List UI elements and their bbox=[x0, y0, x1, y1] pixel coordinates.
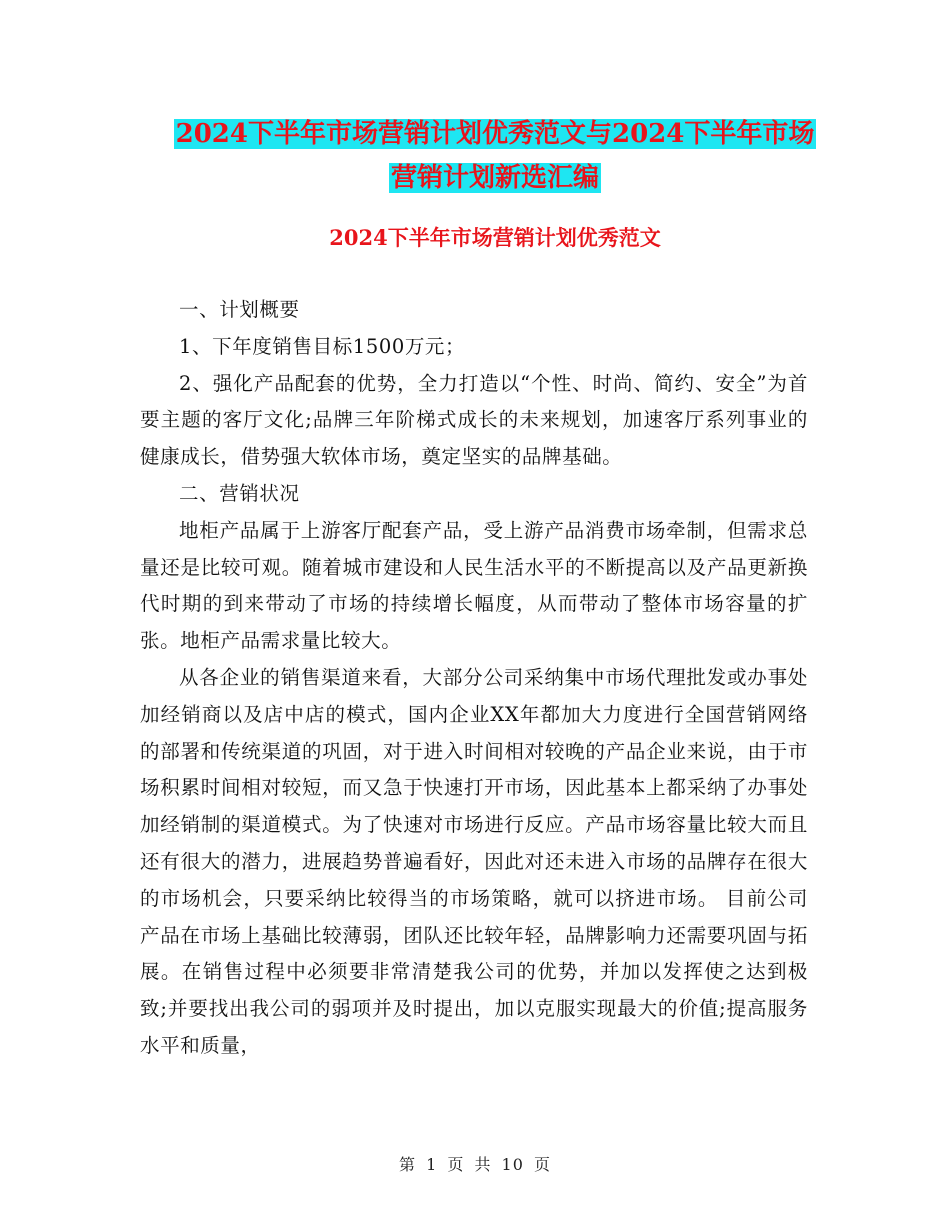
document-title bbox=[140, 112, 850, 200]
paragraph-sales-channels: 从各企业的销售渠道来看，大部分公司采纳集中市场代理批发或办事处加经销商以及店中店的模式，国内企业XX年都加大力度进行全国营销网络的部署和传统渠道的巩固，对于进入时间相对较晚的产品企业来说，由于市场积累时间相对较短，而又急于快速打开市场，因此基本上都采纳了办事处加经销制的渠道模式。为了快速对市场进行反应。产品市场容量比较大而且还有很大的潜力，进展趋势普遍看好，因此对还未进入市场的品牌存在很大的市场机会，只要采纳比较得当的市场策略，就可以挤进市场。 目前公司产品在市场上基础比较薄弱，团队还比较年轻，品牌影响力还需要巩固与拓展。在销售过程中必须要非常清楚我公司的优势，并加以发挥使之达到极致;并要找出我公司的弱项并及时提出，加以克服实现最大的价值;提高服务水平和质量， bbox=[140, 665, 808, 1057]
heading-marketing-status: 二、营销状况 bbox=[179, 481, 300, 505]
page-footer: 第 1 页 共 10 页 bbox=[399, 1155, 551, 1174]
paragraph-market-demand: 地柜产品属于上游客厅配套产品，受上游产品消费市场牵制，但需求总量还是比较可观。随着城市建设和人民生活水平的不断提高以及产品更新换代时期的到来带动了市场的持续增长幅度，从而带动了整体市场容量的扩张。地柜产品需求量比较大。 bbox=[140, 518, 808, 653]
paragraph-sales-target: 1、下年度销售目标1500万元； bbox=[179, 334, 466, 358]
paragraph-product-advantage: 2、强化产品配套的优势，全力打造以“个性、时尚、简约、安全”为首要主题的客厅文化;品牌三年阶梯式成长的未来规划，加速客厅系列事业的健康成长，借势强大软体市场，奠定坚实的品牌基础。 bbox=[140, 371, 808, 469]
title-line-2: 营销计划新选汇编 bbox=[390, 163, 599, 193]
section-title: 2024下半年市场营销计划优秀范文 bbox=[329, 225, 661, 250]
document-body bbox=[140, 292, 808, 1065]
heading-plan-summary: 一、计划概要 bbox=[179, 298, 300, 321]
title-line-1: 2024下半年市场营销计划优秀范文与2024下半年市场 bbox=[175, 119, 815, 149]
